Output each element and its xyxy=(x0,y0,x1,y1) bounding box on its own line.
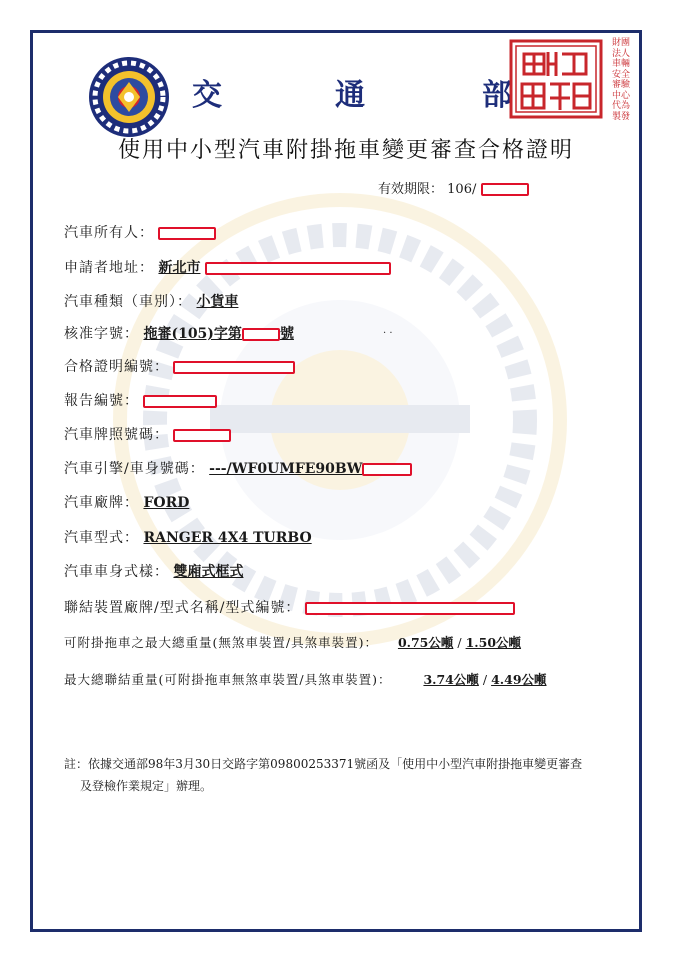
engine-row xyxy=(64,458,412,478)
combined-weight-row xyxy=(64,670,547,688)
address-value: 新北市 xyxy=(158,260,201,276)
redaction-box xyxy=(173,361,295,374)
approval-no-prefix: 拖審(105)字第 xyxy=(143,326,242,342)
redaction-box xyxy=(158,227,216,240)
redaction-box xyxy=(143,395,217,408)
approval-no-suffix: 號 xyxy=(279,326,294,342)
engine-label: 汽車引擎/車身號碼： xyxy=(64,461,205,477)
model-label: 汽車型式： xyxy=(64,530,139,546)
seal-issuer-text: 財團法人車輛安全審驗中心代為製發 xyxy=(612,38,631,122)
trailer-weight-row xyxy=(64,633,521,651)
address-row xyxy=(64,257,391,277)
redaction-box xyxy=(481,183,529,196)
brand-value: FORD xyxy=(143,495,190,511)
official-seal-stamp xyxy=(508,38,604,120)
report-no-label: 報告編號： xyxy=(64,393,139,409)
trailer-weight-value-brake: 1.50公噸 xyxy=(465,635,522,650)
owner-row xyxy=(64,222,216,242)
combined-weight-value-brake: 4.49公噸 xyxy=(491,672,547,687)
redaction-box xyxy=(305,602,515,615)
scan-speck: · · xyxy=(383,328,393,339)
vehicle-type-label: 汽車種類（車別）： xyxy=(64,294,192,310)
footnote-line-2: 及登檢作業規定」辦理。 xyxy=(80,779,213,793)
footnote xyxy=(64,753,604,797)
combined-weight-separator: / xyxy=(482,672,488,687)
body-style-value: 雙廂式框式 xyxy=(173,564,244,580)
redaction-box xyxy=(205,262,391,275)
coupling-row xyxy=(64,597,515,617)
vehicle-type-row xyxy=(64,291,238,311)
model-row xyxy=(64,527,312,547)
vehicle-type-value: 小貨車 xyxy=(196,294,239,310)
redaction-box xyxy=(242,328,280,341)
trailer-weight-separator: / xyxy=(457,635,462,650)
combined-weight-label: 最大總聯結重量(可附掛拖車無煞車裝置/具煞車裝置)： xyxy=(64,672,392,687)
ministry-char-1: 交 xyxy=(192,78,224,113)
coupling-label: 聯結裝置廠牌/型式名稱/型式編號： xyxy=(64,600,301,616)
combined-weight-value-no-brake: 3.74公噸 xyxy=(423,672,479,687)
footnote-line-1: 註：依據交通部98年3月30日交路字第09800253371號函及「使用中小型汽車附掛拖車變更審查 xyxy=(64,757,583,771)
validity-period xyxy=(378,178,529,197)
owner-label: 汽車所有人： xyxy=(64,225,154,241)
approval-no-label: 核准字號： xyxy=(64,326,139,342)
plate-label: 汽車牌照號碼： xyxy=(64,427,169,443)
approval-no-row xyxy=(64,323,294,343)
certificate-no-label: 合格證明編號： xyxy=(64,359,169,375)
address-label: 申請者地址： xyxy=(64,260,154,276)
report-no-row xyxy=(64,390,217,410)
document-title: 使用中小型汽車附掛拖車變更審查合格證明 xyxy=(117,138,574,163)
engine-value: ---/WF0UMFE90BW xyxy=(209,461,363,477)
body-style-row xyxy=(64,561,243,581)
trailer-weight-label: 可附掛拖車之最大總重量(無煞車裝置/具煞車裝置)： xyxy=(64,635,378,650)
ministry-char-2: 通 xyxy=(335,78,367,113)
plate-row xyxy=(64,424,231,444)
ministry-logo-icon xyxy=(88,56,170,138)
certificate-no-row xyxy=(64,356,295,376)
brand-label: 汽車廠牌： xyxy=(64,495,139,511)
model-value: RANGER 4X4 TURBO xyxy=(143,530,312,546)
trailer-weight-value-no-brake: 0.75公噸 xyxy=(397,635,454,650)
brand-row xyxy=(64,492,189,512)
validity-label: 有效期限： xyxy=(378,182,444,197)
validity-value: 106/ xyxy=(447,182,477,197)
body-style-label: 汽車車身式樣： xyxy=(64,564,169,580)
redaction-box xyxy=(362,463,412,476)
ministry-char-3: 部 xyxy=(482,78,514,113)
redaction-box xyxy=(173,429,231,442)
